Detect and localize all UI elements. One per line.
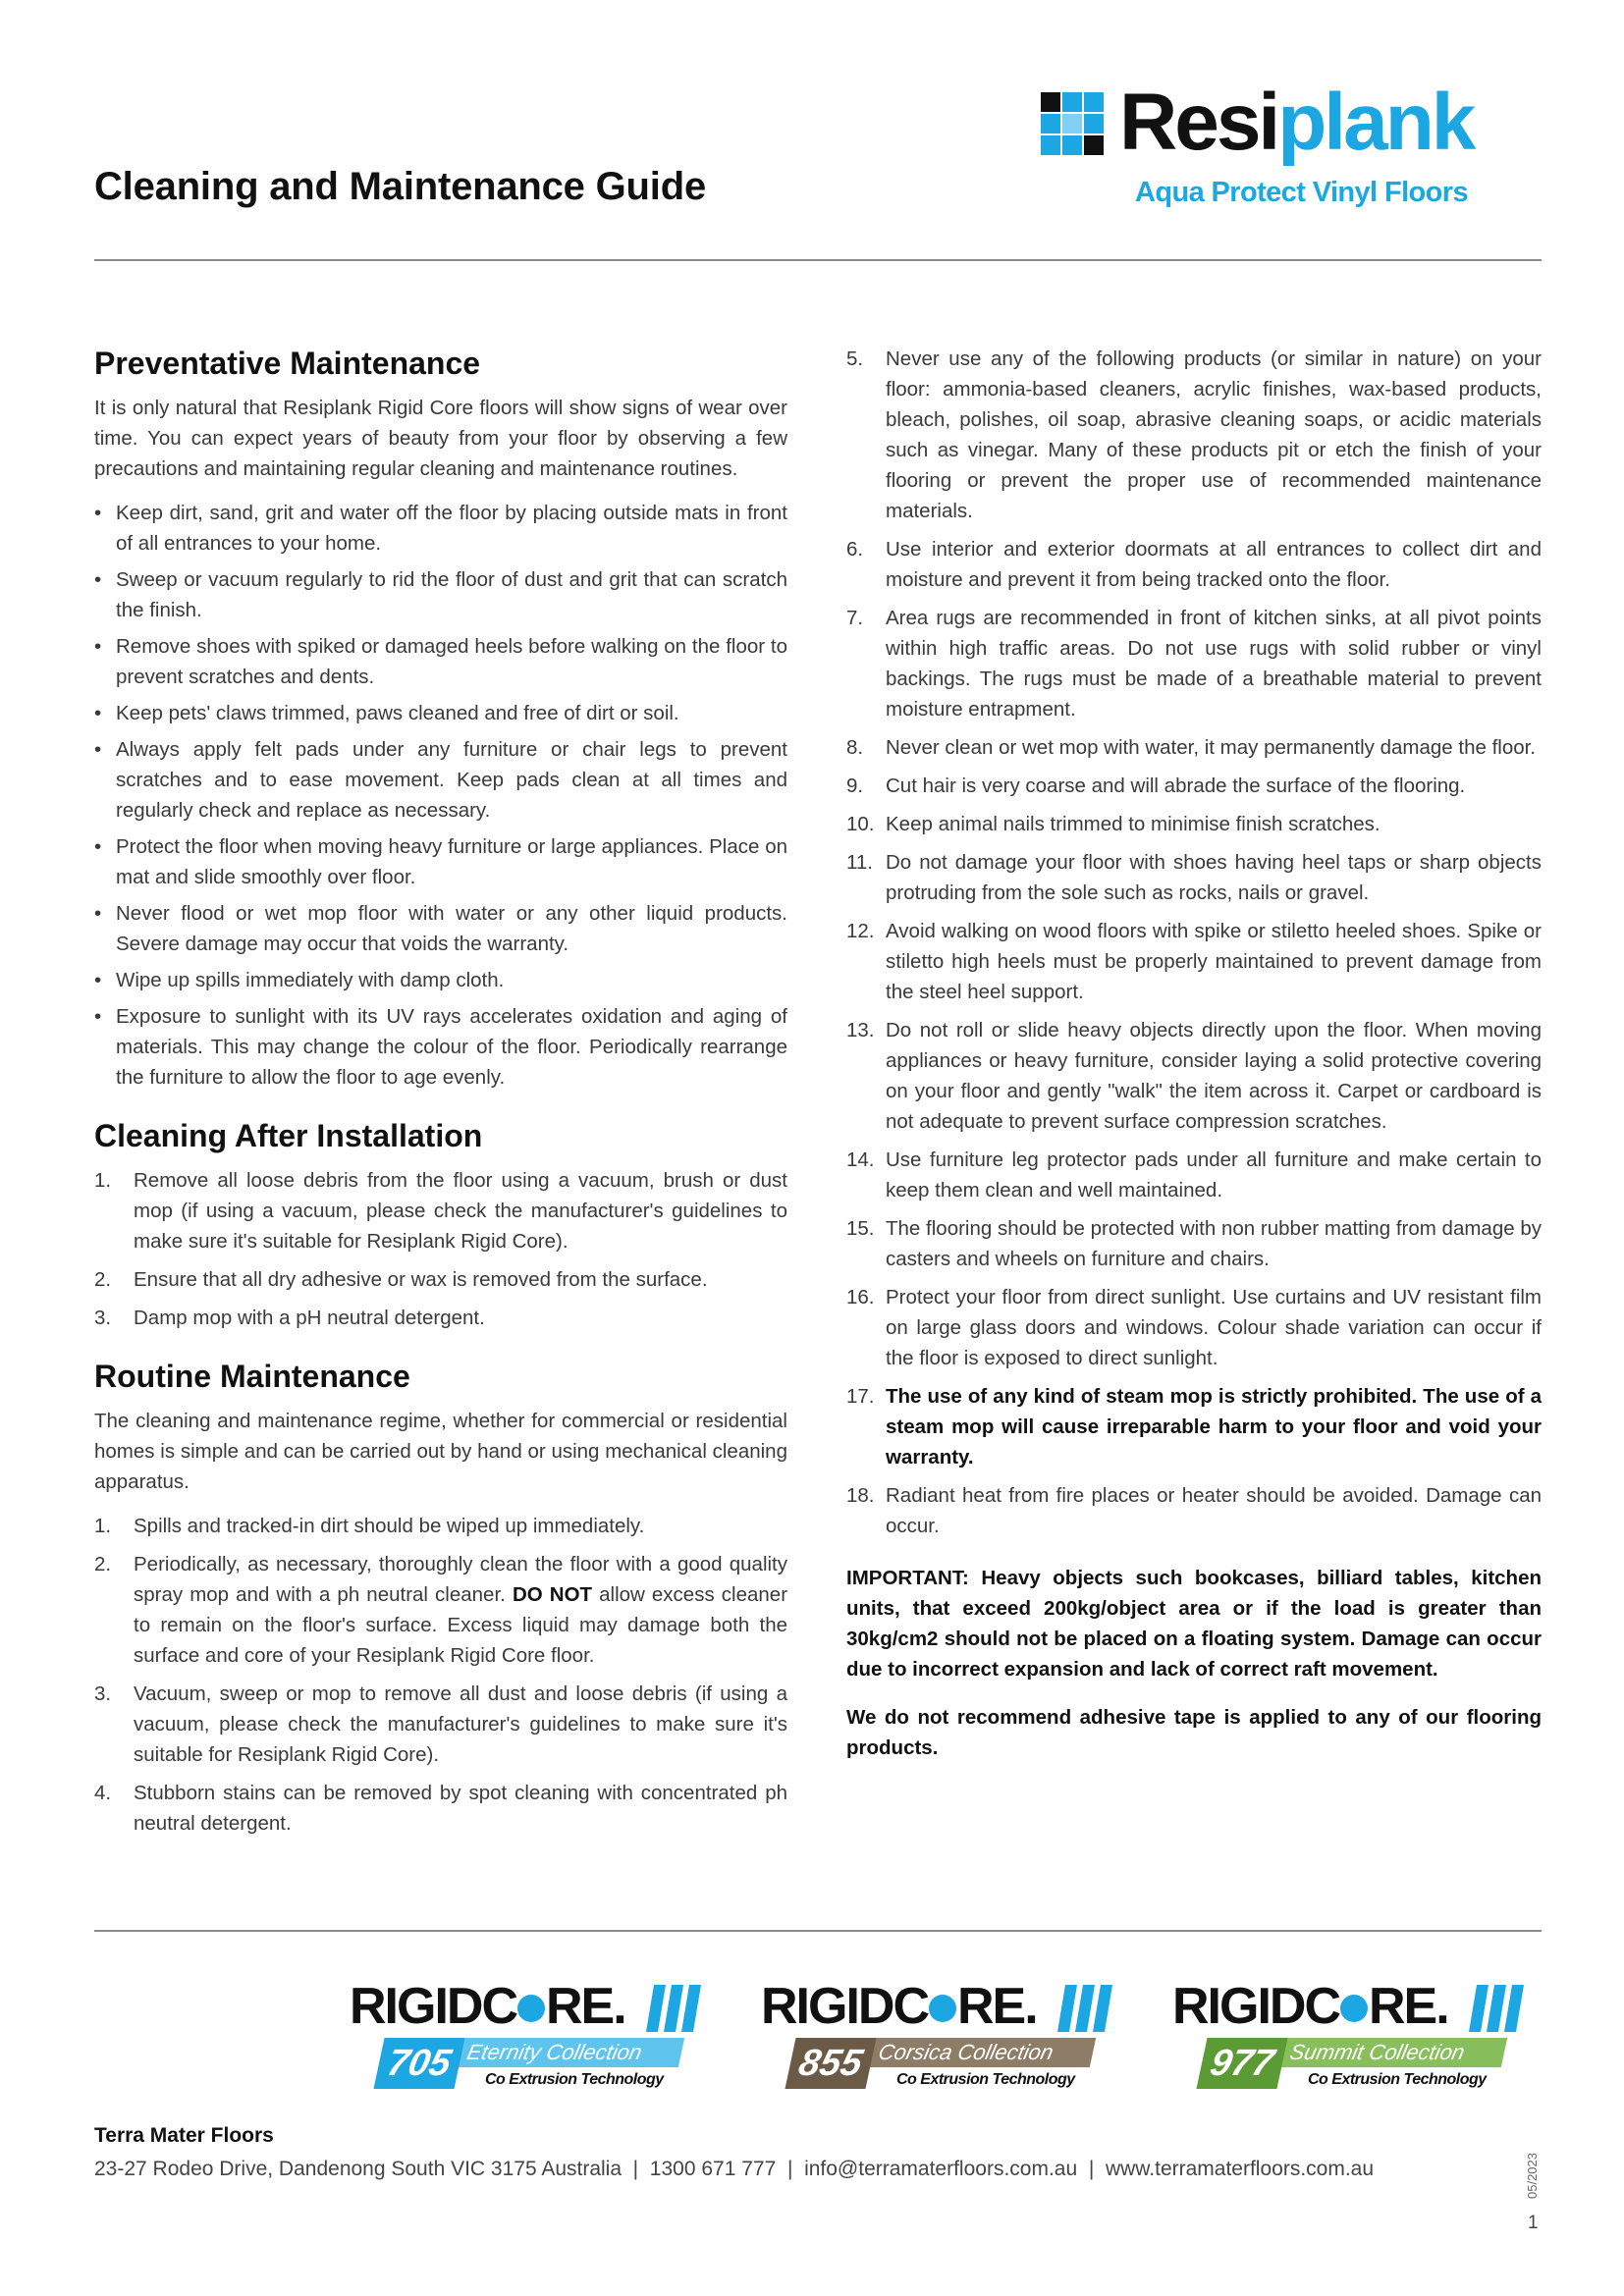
list-item: 1. Spills and tracked-in dirt should be wiped up immediately. <box>94 1515 645 1537</box>
list-item: 7. Area rugs are recommended in front of kitchen sinks, at all pivot points within high traffic areas. Do not use rugs with solid rubber or vinyl backings. The rugs must be made of a breathable material to prevent moisture entrapment. <box>846 607 1542 721</box>
bullet-icon: • <box>94 902 102 925</box>
list-item: 6. Use interior and exterior doormats at all entrances to collect dirt and moisture and prevent it from being tracked onto the floor. <box>846 538 1542 591</box>
collection-logo-855 <box>761 1973 1130 2110</box>
brand-name-light: plank <box>1277 78 1474 167</box>
list-item: • Wipe up spills immediately with damp cloth. <box>94 965 787 995</box>
footer-company: Terra Mater Floors <box>94 2124 274 2147</box>
list-item: 16. Protect your floor from direct sunlight. Use curtains and UV resistant film on large glass doors and windows. Colour shade variation can occur if the floor is exposed to direct sunlight. <box>846 1286 1542 1369</box>
collection-tech: Co Extrusion Technology <box>1308 2071 1487 2088</box>
right-column <box>846 344 1542 1781</box>
list-item: 3. Vacuum, sweep or mop to remove all dust and loose debris (if using a vacuum, please check the manufacturer's guidelines to make sure it's suitable for Resiplank Rigid Core). <box>94 1682 787 1766</box>
list-item: 11. Do not damage your floor with shoes having heel taps or sharp objects protruding from the sole such as rocks, nails or gravel. <box>846 851 1542 904</box>
maintenance-list-continued <box>846 344 1542 1541</box>
collection-tech: Co Extrusion Technology <box>896 2071 1075 2088</box>
collection-logos <box>350 1973 1542 2110</box>
list-item: • Remove shoes with spiked or damaged heels before walking on the floor to prevent scratches and dents. <box>94 631 787 692</box>
page-number: 1 <box>1528 2213 1539 2233</box>
footer-divider <box>94 1930 1542 1932</box>
list-item: • Sweep or vacuum regularly to rid the floor of dust and grit that can scratch the finish. <box>94 564 787 625</box>
list-item: 14. Use furniture leg protector pads under all furniture and make certain to keep them clean and well maintained. <box>846 1148 1542 1201</box>
page-title: Cleaning and Maintenance Guide <box>94 165 706 208</box>
bullet-icon: • <box>94 738 102 761</box>
section-title-preventative: Preventative Maintenance <box>94 346 481 381</box>
section-title-routine: Routine Maintenance <box>94 1359 410 1394</box>
rigidcore-wordmark: RIGIDC RE. <box>350 1978 625 2035</box>
after-install-list <box>94 1165 787 1333</box>
list-item: 10. Keep animal nails trimmed to minimise finish scratches. <box>846 813 1380 835</box>
list-item: 12. Avoid walking on wood floors with spike or stiletto heeled shoes. Spike or stiletto high heels must be properly maintained to prevent damage from the steel heel support. <box>846 920 1542 1003</box>
bullet-icon: • <box>94 835 102 858</box>
collection-logo-705 <box>350 1973 719 2110</box>
collection-number: 977 <box>1196 2038 1287 2089</box>
list-item: 15. The flooring should be protected with non rubber matting from damage by casters and wheels on furniture and chairs. <box>846 1217 1542 1270</box>
bullet-icon: • <box>94 502 102 524</box>
footer-date-code: 05/2023 <box>1525 2153 1540 2199</box>
rigidcore-wordmark: RIGIDC RE. <box>761 1978 1037 2035</box>
rigidcore-dot-icon <box>1340 1995 1368 2022</box>
rigidcore-wordmark: RIGIDC RE. <box>1172 1978 1448 2035</box>
important-notice: IMPORTANT: Heavy objects such bookcases, billiard tables, kitchen units, that exceed 200kg/object area or if the load is greater than 30kg/cm2 should not be placed on a floating system. Damage can occur due to incorrect expansion and lack of correct raft movement. <box>846 1567 1542 1681</box>
collection-logo-977 <box>1172 1973 1542 2110</box>
list-item: • Never flood or wet mop floor with water or any other liquid products. Severe damage may occur that voids the warranty. <box>94 898 787 959</box>
list-item-steam-mop-warning: 17. The use of any kind of steam mop is strictly prohibited. The use of a steam mop will cause irreparable harm to your floor and void your warranty. <box>846 1385 1542 1468</box>
bullet-icon: • <box>94 568 102 591</box>
preventative-list <box>94 498 787 1093</box>
collection-number: 855 <box>785 2038 876 2089</box>
bullet-icon: • <box>94 969 102 991</box>
brand-name-dark: Resi <box>1119 78 1278 167</box>
list-item: 13. Do not roll or slide heavy objects directly upon the floor. When moving appliances or heavy furniture, consider laying a solid protective covering on your floor and gently "walk" the item across it. Carpet or cardboard is not adequate to prevent surface compression scratches. <box>846 1019 1542 1133</box>
list-item: 4. Stubborn stains can be removed by spot cleaning with concentrated ph neutral detergent. <box>94 1782 787 1835</box>
list-item: • Always apply felt pads under any furniture or chair legs to prevent scratches and to ease movement. Keep pads clean at all times and regularly check and replace as necessary. <box>94 734 787 826</box>
list-item: • Keep dirt, sand, grit and water off the floor by placing outside mats in front of all entrances to your home. <box>94 498 787 559</box>
collection-name: Summit Collection <box>1273 2038 1507 2067</box>
list-item: 2. Periodically, as necessary, thoroughly clean the floor with a good quality spray mop and with a ph neutral cleaner. DO NOT allow excess cleaner to remain on the floor's surface. Excess liquid may damage both the surface and core of your Resiplank Rigid Core floor. <box>94 1553 788 1667</box>
list-item: 5. Never use any of the following products (or similar in nature) on your floor: ammonia-based cleaners, acrylic finishes, wax-based products, bleach, polishes, oil soap, abrasive cleaning soaps, or acidic materials such as vinegar. Many of these products pit or etch the finish of your flooring or prevent the proper use of recommended maintenance materials. <box>846 347 1542 522</box>
section-title-after-install: Cleaning After Installation <box>94 1118 483 1153</box>
header-divider <box>94 259 1542 261</box>
resiplank-logo <box>1041 78 1545 216</box>
list-item: • Protect the floor when moving heavy furniture or large appliances. Place on mat and slide smoothly over floor. <box>94 831 787 892</box>
list-item: 2. Ensure that all dry adhesive or wax is removed from the surface. <box>94 1268 708 1291</box>
list-item: • Keep pets' claws trimmed, paws cleaned and free of dirt or soil. <box>94 698 787 728</box>
preventative-intro: It is only natural that Resiplank Rigid Core floors will show signs of wear over time. You can expect years of beauty from your floor by observing a few precautions and maintaining regular cleaning and maintenance routines. <box>94 397 787 480</box>
left-column <box>94 344 787 1846</box>
list-item: 3. Damp mop with a pH neutral detergent. <box>94 1307 485 1329</box>
resiplank-mark-icon <box>1041 92 1106 163</box>
list-item: 1. Remove all loose debris from the floor using a vacuum, brush or dust mop (if using a vacuum, please check the manufacturer's guidelines to make sure it's suitable for Resiplank Rigid Core). <box>94 1169 787 1253</box>
stripes-icon <box>646 1985 705 2032</box>
collection-tech: Co Extrusion Technology <box>485 2071 664 2088</box>
footer-contact: 23-27 Rodeo Drive, Dandenong South VIC 3175 Australia | 1300 671 777 | info@terramaterfloors.com.au | www.terramaterfloors.com.au <box>94 2158 1375 2180</box>
list-item: 18. Radiant heat from fire places or heater should be avoided. Damage can occur. <box>846 1484 1542 1537</box>
bullet-icon: • <box>94 702 102 724</box>
list-item: 8. Never clean or wet mop with water, it may permanently damage the floor. <box>846 736 1537 759</box>
routine-intro: The cleaning and maintenance regime, whether for commercial or residential homes is simple and can be carried out by hand or using mechanical cleaning apparatus. <box>94 1410 787 1493</box>
brand-name <box>1119 78 1474 167</box>
rigidcore-dot-icon <box>929 1995 956 2022</box>
list-item: 9. Cut hair is very coarse and will abrade the surface of the flooring. <box>846 774 1466 797</box>
bullet-icon: • <box>94 1005 102 1028</box>
collection-name: Corsica Collection <box>862 2038 1096 2067</box>
stripes-icon <box>1057 1985 1116 2032</box>
collection-name: Eternity Collection <box>451 2038 684 2067</box>
bullet-icon: • <box>94 635 102 658</box>
brand-tagline: Aqua Protect Vinyl Floors <box>1135 177 1468 208</box>
adhesive-note: We do not recommend adhesive tape is applied to any of our flooring products. <box>846 1706 1542 1759</box>
routine-list <box>94 1511 787 1839</box>
stripes-icon <box>1469 1985 1528 2032</box>
rigidcore-dot-icon <box>517 1995 545 2022</box>
list-item: • Exposure to sunlight with its UV rays accelerates oxidation and aging of materials. This may change the colour of the floor. Periodically rearrange the furniture to allow the floor to age evenly. <box>94 1001 787 1093</box>
collection-number: 705 <box>373 2038 464 2089</box>
